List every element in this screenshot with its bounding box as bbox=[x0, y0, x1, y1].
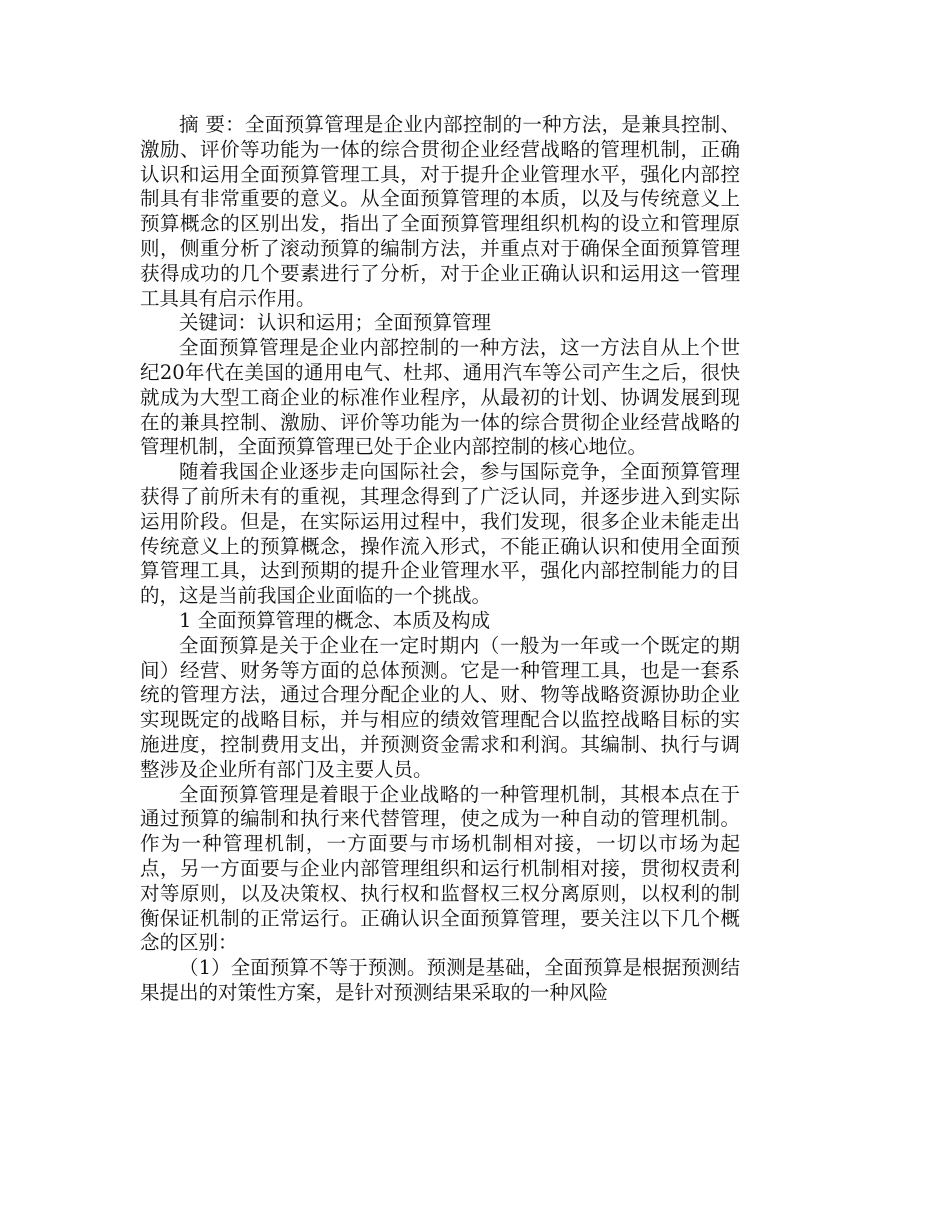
keywords-line: 关键词：认识和运用；全面预算管理 bbox=[179, 311, 492, 335]
section-heading-1: 1 全面预算管理的概念、本质及构成 bbox=[179, 608, 491, 632]
body-paragraph-2: 随着我国企业逐步走向国际社会，参与国际竞争，全面预算管理获得了前所未有的重视，其理念得到了广泛认同，并逐步进入到实际运用阶段。但是，在实际运用过程中，我们发现，很多企业未能走出传统意义上的预算概念，操作流入形式，不能正确认识和使用全面预算管理工具，达到预期的提升企业管理水平，强化内部控制能力的目的，这是当前我国企业面临的一个挑战。 bbox=[140, 460, 740, 608]
section1-paragraph-2: 全面预算管理是着眼于企业战略的一种管理机制，其根本点在于通过预算的编制和执行来代替管理，使之成为一种自动的管理机制。作为一种管理机制，一方面要与市场机制相对接，一切以市场为起点，另一方面要与企业内部管理组织和运行机制相对接，贯彻权责利对等原则，以及决策权、执行权和监督权三权分离原则，以权利的制衡保证机制的正常运行。正确认识全面预算管理，要关注以下几个概念的区别： bbox=[140, 782, 740, 955]
abstract-paragraph: 摘 要：全面预算管理是企业内部控制的一种方法，是兼具控制、激励、评价等功能为一体的综合贯彻企业经营战略的管理机制，正确认识和运用全面预算管理工具，对于提升企业管理水平，强化内部控制具有非常重要的意义。从全面预算管理的本质，以及与传统意义上预算概念的区别出发，指出了全面预算管理组织机构的设立和管理原则，侧重分析了滚动预算的编制方法，并重点对于确保全面预算管理获得成功的几个要素进行了分析，对于企业正确认识和运用这一管理工具具有启示作用。 bbox=[140, 113, 740, 310]
section1-paragraph-1: 全面预算是关于企业在一定时期内（一般为一年或一个既定的期间）经营、财务等方面的总体预测。它是一种管理工具，也是一套系统的管理方法，通过合理分配企业的人、财、物等战略资源协助企业实现既定的战略目标，并与相应的绩效管理配合以监控战略目标的实施进度，控制费用支出，并预测资金需求和利润。其编制、执行与调整涉及企业所有部门及主要人员。 bbox=[140, 633, 740, 781]
document-page bbox=[140, 113, 740, 1006]
section1-paragraph-3: （1）全面预算不等于预测。预测是基础，全面预算是根据预测结果提出的对策性方案，是针对预测结果采取的一种风险 bbox=[140, 956, 740, 1004]
body-paragraph-1: 全面预算管理是企业内部控制的一种方法，这一方法自从上个世纪20年代在美国的通用电气、杜邦、通用汽车等公司产生之后，很快就成为大型工商企业的标准作业程序，从最初的计划、协调发展到现在的兼具控制、激励、评价等功能为一体的综合贯彻企业经营战略的管理机制，全面预算管理已处于企业内部控制的核心地位。 bbox=[140, 336, 740, 459]
